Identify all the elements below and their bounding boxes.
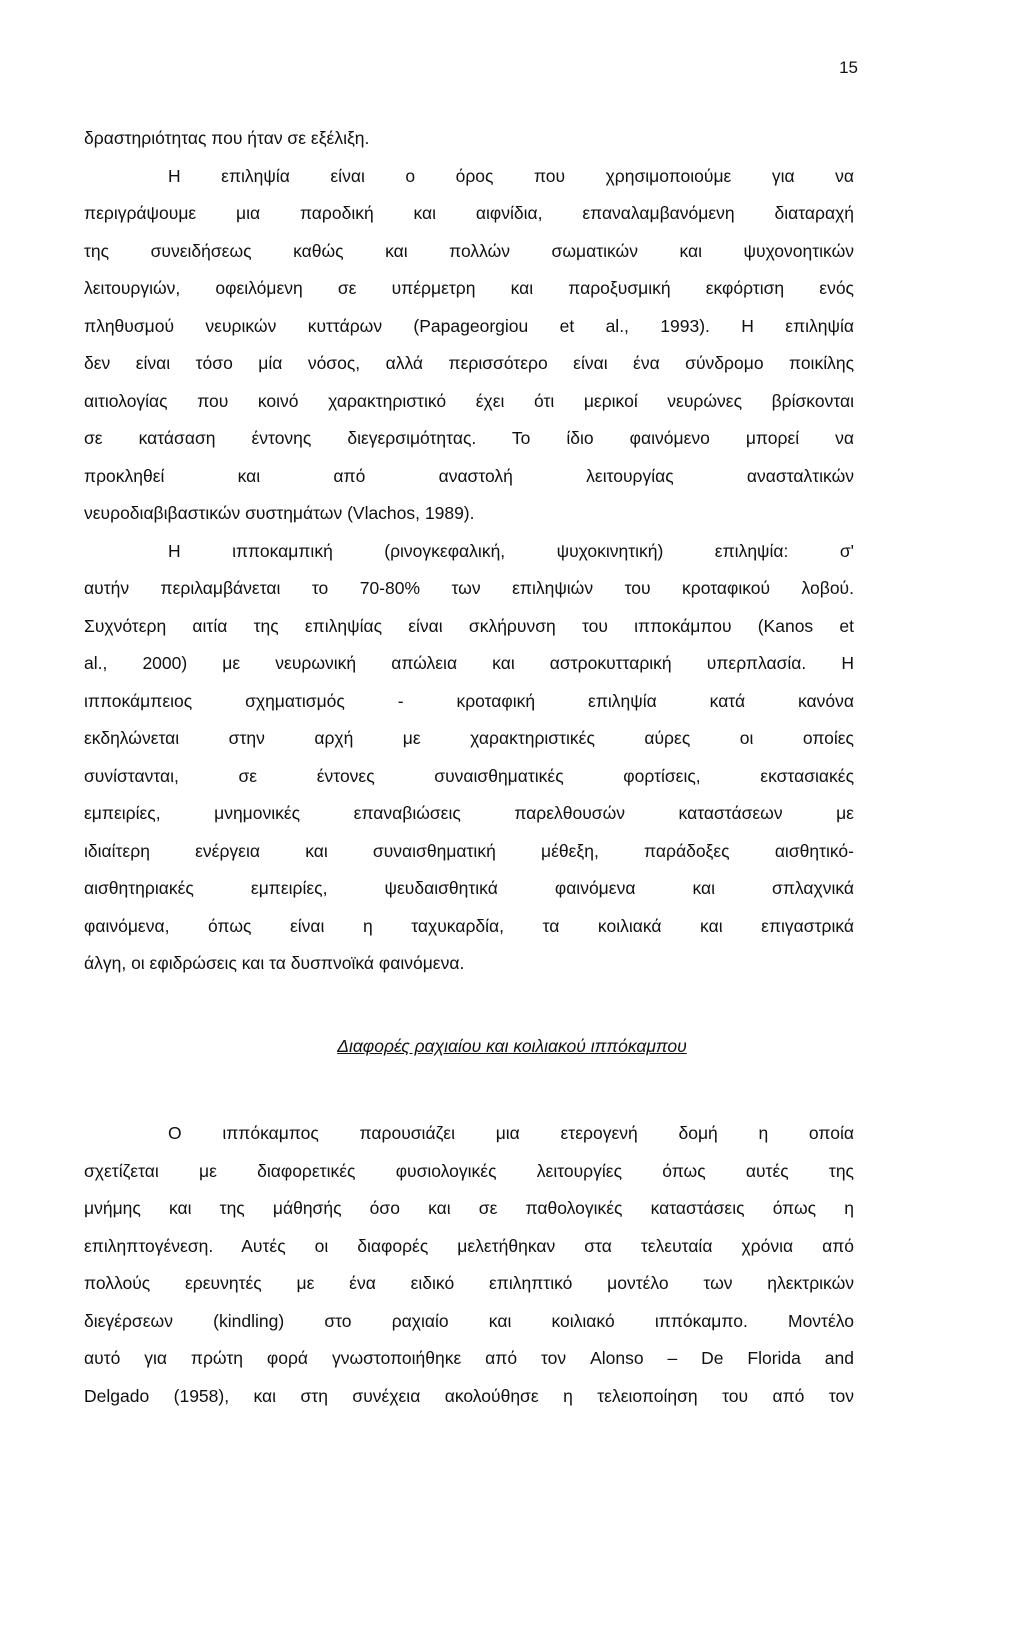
text-line: Συχνότερη αιτία της επιληψίας είναι σκλήρυνση του ιπποκάμπου (Kanos et (84, 615, 854, 636)
text-line: Delgado (1958), και στη συνέχεια ακολούθησε η τελειοποίηση του από τον (84, 1385, 854, 1406)
text-line: προκληθεί και από αναστολή λειτουργίας ανασταλτικών (84, 465, 854, 486)
text-line: πληθυσμού νευρικών κυττάρων (Papageorgiou et al., 1993). Η επιληψία (84, 315, 854, 336)
page-number: 15 (839, 58, 858, 77)
text-line: δεν είναι τόσο μία νόσος, αλλά περισσότερο είναι ένα σύνδρομο ποικίλης (84, 353, 854, 373)
text-line: μνήμης και της μάθησής όσο και σε παθολογικές καταστάσεις όπως η (84, 1198, 854, 1218)
text-line: Η επιληψία είναι ο όρος που χρησιμοποιούμε για να (168, 165, 854, 186)
text-line: al., 2000) με νευρωνική απώλεια και αστροκυτταρική υπερπλασία. Η (84, 653, 854, 673)
section-heading: Διαφορές ραχιαίου και κοιλιακού ιππόκαμπου (337, 1036, 687, 1056)
text-line: λειτουργιών, οφειλόμενη σε υπέρμετρη και παροξυσμική εκφόρτιση ενός (84, 278, 854, 298)
text-line: Η ιπποκαμπική (ρινογκεφαλική, ψυχοκινητική) επιληψία: σ' (168, 540, 854, 561)
body-text-section-1 (84, 120, 854, 983)
text-line: επιληπτογένεση. Αυτές οι διαφορές μελετήθηκαν στα τελευταία χρόνια από (84, 1235, 854, 1256)
text-line: ιδιαίτερη ενέργεια και συναισθηματική μέθεξη, παράδοξες αισθητικό- (84, 840, 854, 861)
text-line: διεγέρσεων (kindling) στο ραχιαίο και κοιλιακό ιππόκαμπο. Μοντέλο (84, 1310, 854, 1331)
text-line: συνίστανται, σε έντονες συναισθηματικές φορτίσεις, εκστασιακές (84, 765, 854, 786)
text-line: δραστηριότητας που ήταν σε εξέλιξη. (84, 128, 370, 148)
text-line: αιτιολογίας που κοινό χαρακτηριστικό έχει ότι μερικοί νευρώνες βρίσκονται (84, 390, 854, 411)
text-line: νευροδιαβιβαστικών συστημάτων (Vlachos, 1989). (84, 503, 475, 523)
text-line: πολλούς ερευνητές με ένα ειδικό επιληπτικό μοντέλο των ηλεκτρικών (84, 1273, 854, 1293)
text-line: αισθητηριακές εμπειρίες, ψευδαισθητικά φαινόμενα και σπλαχνικά (84, 878, 854, 898)
text-line: ιπποκάμπειος σχηματισμός - κροταφική επιληψία κατά κανόνα (84, 690, 854, 711)
text-line: φαινόμενα, όπως είναι η ταχυκαρδία, τα κοιλιακά και επιγαστρικά (84, 915, 854, 936)
text-line: σχετίζεται με διαφορετικές φυσιολογικές λειτουργίες όπως αυτές της (84, 1160, 854, 1181)
text-line: άλγη, οι εφιδρώσεις και τα δυσπνοϊκά φαινόμενα. (84, 953, 465, 973)
body-text-section-2 (84, 1115, 854, 1415)
text-line: εμπειρίες, μνημονικές επαναβιώσεις παρελθουσών καταστάσεων με (84, 803, 854, 823)
text-line: σε κατάσαση έντονης διεγερσιμότητας. Το ίδιο φαινόμενο μπορεί να (84, 428, 854, 448)
text-line: εκδηλώνεται στην αρχή με χαρακτηριστικές αύρες οι οποίες (84, 728, 854, 748)
text-line: περιγράψουμε μια παροδική και αιφνίδια, επαναλαμβανόμενη διαταραχή (84, 203, 854, 223)
text-line: αυτήν περιλαμβάνεται το 70-80% των επιληψιών του κροταφικού λοβού. (84, 578, 854, 598)
text-line: Ο ιππόκαμπος παρουσιάζει μια ετερογενή δομή η οποία (168, 1123, 854, 1143)
text-line: της συνειδήσεως καθώς και πολλών σωματικών και ψυχονοητικών (84, 240, 854, 261)
text-line: αυτό για πρώτη φορά γνωστοποιήθηκε από τον Alonso – De Florida and (84, 1348, 854, 1368)
